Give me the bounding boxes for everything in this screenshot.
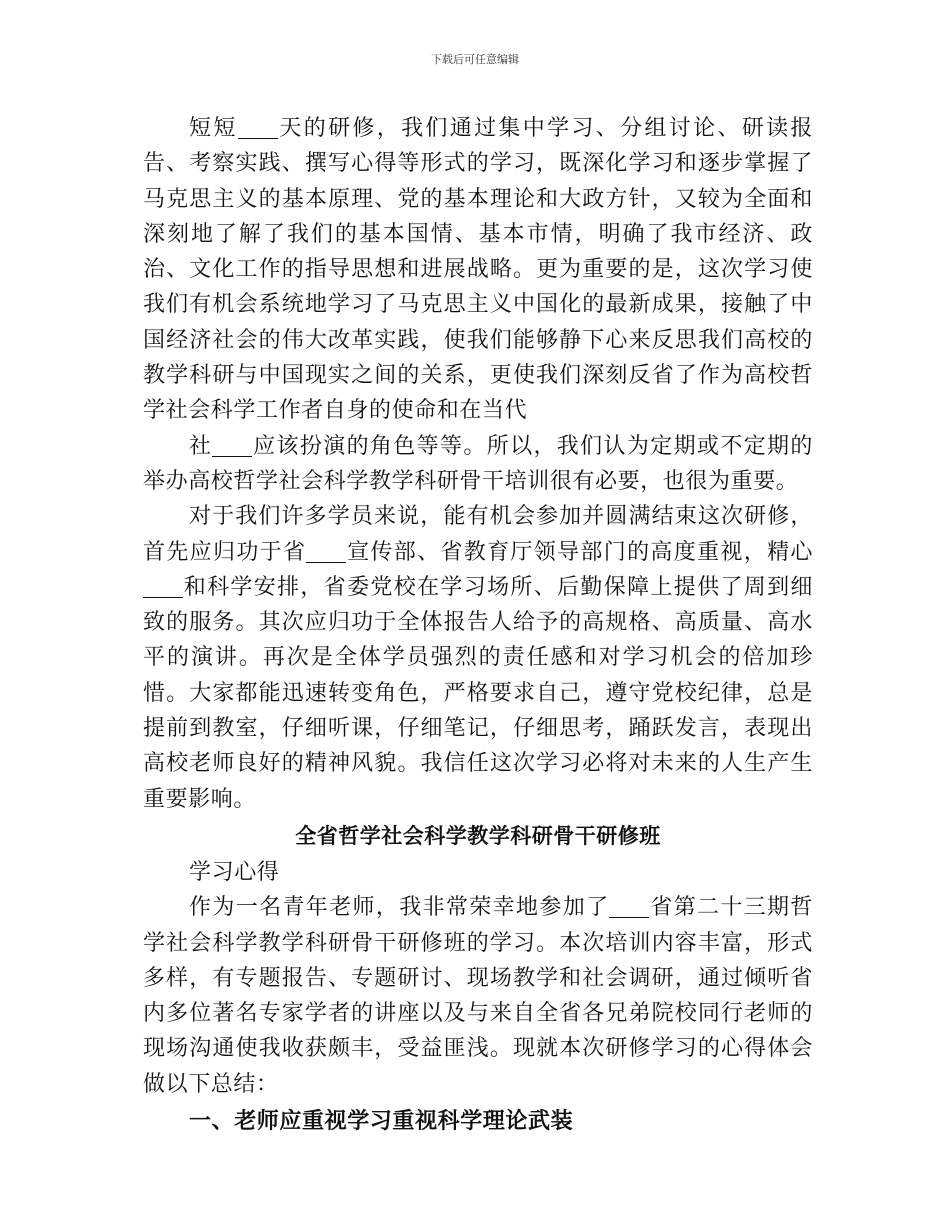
paragraph-1	[143, 111, 813, 429]
paragraph-2-start: 社	[189, 433, 213, 459]
paragraph-1-rest: 天的研修，我们通过集中学习、分组讨论、研读报告、考察实践、撰写心得等形式的学习，既深化学习和逐步掌握了马克思主义的基本原理、党的基本理论和大政方针，又较为全面和深刻地了解了我们的基本国情、基本市情，明确了我市经济、政治、文化工作的指导思想和进展战略。更为重要的是，这次学习使我们有机会系统地学习了马克思主义中国化的最新成果，接触了中国经济社会的伟大改革实践，使我们能够静下心来反思我们高校的教学科研与中国现实之间的关系，更使我们深刻反省了作为高校哲学社会科学工作者自身的使命和在当代	[143, 116, 814, 424]
paragraph-3-part3: 和科学安排，省委党校在学习场所、后勤保障上提供了周到细致的服务。其次应归功于全体报告人给予的高规格、高质量、高水平的演讲。再次是全体学员强烈的责任感和对学习机会的倍加珍惜。大家都能迅速转变角色，严格要求自己，遵守党校纪律，总是提前到教室，仔细听课，仔细笔记，仔细思考，踊跃发言，表现出高校老师良好的精神风貌。我信任这次学习必将对未来的人生产生重要影响。	[143, 574, 813, 812]
paragraph-3-part1: 对于我们许多学员来说，能有机会参加并圆满结束这次研修，首先应归功于省	[143, 504, 813, 565]
intro-rest: 省第二十三期哲学社会科学教学科研骨干研修班的学习。本次培训内容丰富，形式多样，有专题报告、专题研讨、现场教学和社会调研，通过倾听省内多位著名专家学者的讲座以及与来自全省各兄弟院校同行老师的现场沟通使我收获颇丰，受益匪浅。现就本次研修学习的心得体会做以下总结：	[143, 895, 814, 1097]
blank-line	[212, 436, 252, 457]
intro-start: 作为一名青年老师，我非常荣幸地参加了	[189, 895, 610, 921]
document-body	[143, 111, 813, 1140]
blank-line	[609, 897, 649, 918]
paragraph-3	[143, 499, 813, 817]
paragraph-1-start: 短短	[189, 116, 238, 141]
paragraph-3-part2: 宣传部、省教育厅领导部门的高度重视，精心	[346, 539, 813, 565]
page-header: 下载后可任意编辑	[431, 53, 519, 66]
subtitle: 学习心得	[189, 859, 280, 885]
paragraph-2-rest: 应该扮演的角色等等。所以，我们认为定期或不定期的举办高校哲学社会科学教学科研骨干培训很有必要，也很为重要。	[143, 433, 814, 494]
intro-paragraph	[143, 890, 813, 1102]
blank-line	[238, 118, 278, 139]
heading-one: 一、老师应重视学习重视科学理论武装	[189, 1108, 574, 1135]
blank-line	[306, 542, 346, 563]
blank-line	[143, 577, 183, 598]
section-title: 全省哲学社会科学教学科研骨干研修班	[295, 822, 661, 848]
paragraph-2	[143, 429, 813, 500]
